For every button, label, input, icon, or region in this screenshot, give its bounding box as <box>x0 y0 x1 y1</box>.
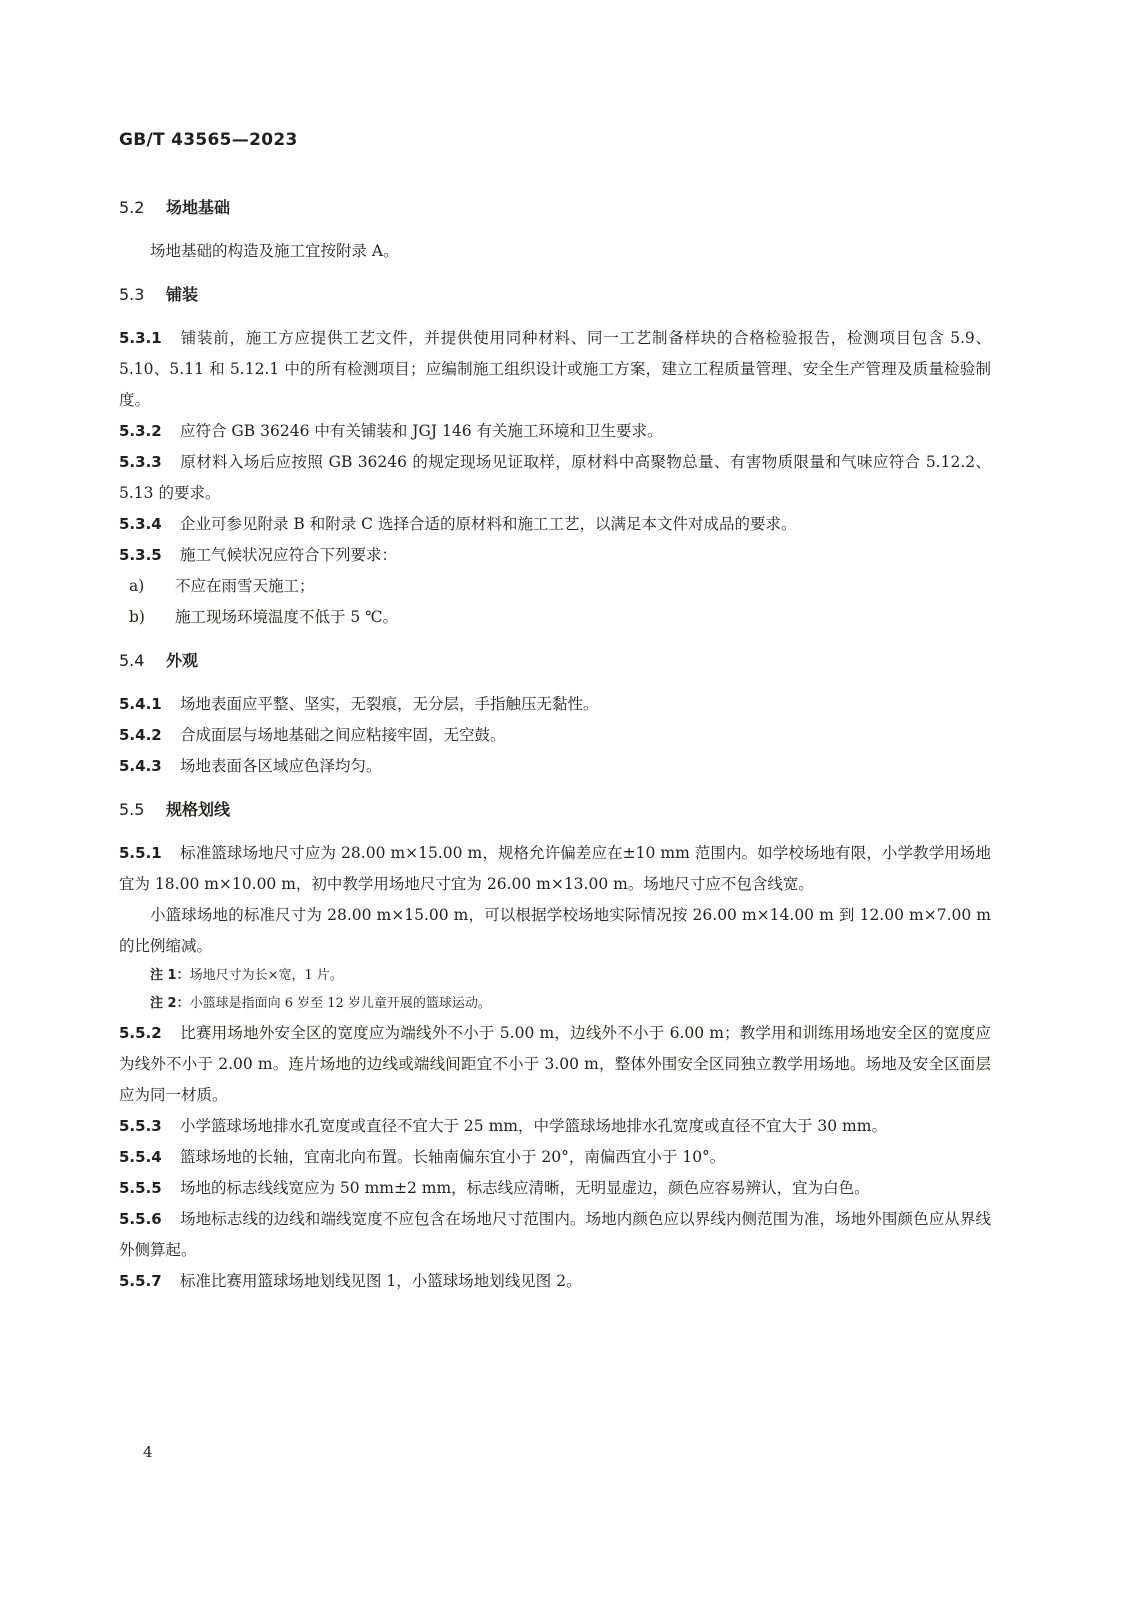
clause-5-5-4 <box>119 1142 991 1173</box>
clause-number: 5.5.4 <box>119 1148 162 1166</box>
clause-text: 铺装前，施工方应提供工艺文件，并提供使用同种材料、同一工艺制备样块的合格检验报告，检测项目包含 5.9、5.10、5.11 和 5.12.1 中的所有检测项目；应编制施工组织设计或施工方案，建立工程质量管理、安全生产管理及质量检验制度。 <box>119 329 991 409</box>
clause-number: 5.4.1 <box>119 695 162 713</box>
section-heading-5-4 <box>119 645 991 677</box>
clause-5-4-1 <box>119 689 991 720</box>
list-marker: a) <box>129 577 145 595</box>
clause-5-5-6 <box>119 1204 991 1266</box>
list-item-a <box>119 571 991 602</box>
clause-text: 原材料入场后应按照 GB 36246 的规定现场见证取样，原材料中高聚物总量、有害物质限量和气味应符合 5.12.2、5.13 的要求。 <box>119 453 991 502</box>
note-label: 注 2： <box>150 996 190 1011</box>
clause-5-5-1 <box>119 838 991 900</box>
clause-number: 5.4.3 <box>119 757 162 775</box>
section-heading-5-5 <box>119 794 991 826</box>
clause-text: 场地表面各区域应色泽均匀。 <box>180 757 382 775</box>
note-text: 场地尺寸为长×宽，1 片。 <box>189 968 343 983</box>
clause-5-5-7 <box>119 1266 991 1297</box>
document-body <box>119 192 991 1297</box>
section-title: 外观 <box>166 651 199 670</box>
clause-number: 5.4.2 <box>119 726 162 744</box>
section-number: 5.5 <box>119 800 145 819</box>
clause-text: 施工气候状况应符合下列要求： <box>180 546 398 564</box>
clause-5-5-2 <box>119 1018 991 1111</box>
section-number: 5.2 <box>119 198 145 217</box>
clause-5-5-1-continued: 小篮球场地的标准尺寸为 28.00 m×15.00 m，可以根据学校场地实际情况按 26.00 m×14.00 m 到 12.00 m×7.00 m 的比例缩减。 <box>119 906 991 955</box>
clause-5-3-4 <box>119 509 991 540</box>
clause-text: 比赛用场地外安全区的宽度应为端线外不小于 5.00 m，边线外不小于 6.00 m；教学用和训练用场地安全区的宽度应为线外不小于 2.00 m。连片场地的边线或端线间距宜不小于 3.00 m，整体外围安全区同独立教学用场地。场地及安全区面层应为同一材质。 <box>119 1024 991 1104</box>
section-heading-5-3 <box>119 279 991 311</box>
clause-text: 篮球场地的长轴，宜南北向布置。长轴南偏东宜小于 20°，南偏西宜小于 10°。 <box>180 1148 726 1166</box>
list-item-b <box>119 602 991 633</box>
clause-5-4-3 <box>119 751 991 782</box>
section-title: 铺装 <box>166 285 199 304</box>
clause-text: 标准比赛用篮球场地划线见图 1，小篮球场地划线见图 2。 <box>180 1272 582 1290</box>
clause-text: 场地标志线的边线和端线宽度不应包含在场地尺寸范围内。场地内颜色应以界线内侧范围为准，场地外围颜色应从界线外侧算起。 <box>119 1210 991 1259</box>
clause-5-5-3 <box>119 1111 991 1142</box>
clause-number: 5.3.2 <box>119 422 162 440</box>
clause-text: 合成面层与场地基础之间应粘接牢固，无空鼓。 <box>180 726 506 744</box>
note-2 <box>119 990 991 1018</box>
clause-text: 应符合 GB 36246 中有关铺装和 JGJ 146 有关施工环境和卫生要求。 <box>180 422 663 440</box>
clause-5-3-1 <box>119 323 991 416</box>
clause-text: 企业可参见附录 B 和附录 C 选择合适的原材料和施工工艺，以满足本文件对成品的要求。 <box>180 515 797 533</box>
paragraph-5-2: 场地基础的构造及施工宜按附录 A。 <box>150 242 399 260</box>
section-title: 规格划线 <box>166 800 231 819</box>
clause-number: 5.5.3 <box>119 1117 162 1135</box>
clause-5-4-2 <box>119 720 991 751</box>
clause-number: 5.5.1 <box>119 844 162 862</box>
clause-5-3-5 <box>119 540 991 571</box>
clause-number: 5.3.4 <box>119 515 162 533</box>
note-1 <box>119 962 991 990</box>
clause-5-5-5 <box>119 1173 991 1204</box>
section-number: 5.3 <box>119 285 145 304</box>
section-heading-5-2 <box>119 192 991 224</box>
section-title: 场地基础 <box>166 198 231 217</box>
clause-number: 5.5.2 <box>119 1024 162 1042</box>
page-number: 4 <box>143 1443 153 1461</box>
note-text: 小篮球是指面向 6 岁至 12 岁儿童开展的篮球运动。 <box>189 996 491 1011</box>
list-marker: b) <box>129 608 145 626</box>
clause-text: 标准篮球场地尺寸应为 28.00 m×15.00 m，规格允许偏差应在±10 mm 范围内。如学校场地有限，小学教学用场地宜为 18.00 m×10.00 m，初中教学用场地尺寸宜为 26.00 m×13.00 m。场地尺寸应不包含线宽。 <box>119 844 991 893</box>
clause-5-3-2 <box>119 416 991 447</box>
clause-text: 场地表面应平整、坚实，无裂痕，无分层，手指触压无黏性。 <box>180 695 599 713</box>
clause-5-3-3 <box>119 447 991 509</box>
clause-number: 5.3.5 <box>119 546 162 564</box>
clause-text: 场地的标志线线宽应为 50 mm±2 mm，标志线应清晰，无明显虚边，颜色应容易辨认，宜为白色。 <box>180 1179 870 1197</box>
clause-number: 5.5.5 <box>119 1179 162 1197</box>
clause-text: 小学篮球场地排水孔宽度或直径不宜大于 25 mm，中学篮球场地排水孔宽度或直径不宜大于 30 mm。 <box>180 1117 887 1135</box>
clause-number: 5.5.7 <box>119 1272 162 1290</box>
standard-code: GB/T 43565—2023 <box>119 130 298 150</box>
clause-number: 5.3.3 <box>119 453 162 471</box>
clause-number: 5.3.1 <box>119 329 162 347</box>
list-item-text: 不应在雨雪天施工； <box>175 577 315 595</box>
section-number: 5.4 <box>119 651 145 670</box>
clause-number: 5.5.6 <box>119 1210 162 1228</box>
list-item-text: 施工现场环境温度不低于 5 ℃。 <box>175 608 399 626</box>
note-label: 注 1： <box>150 968 190 983</box>
